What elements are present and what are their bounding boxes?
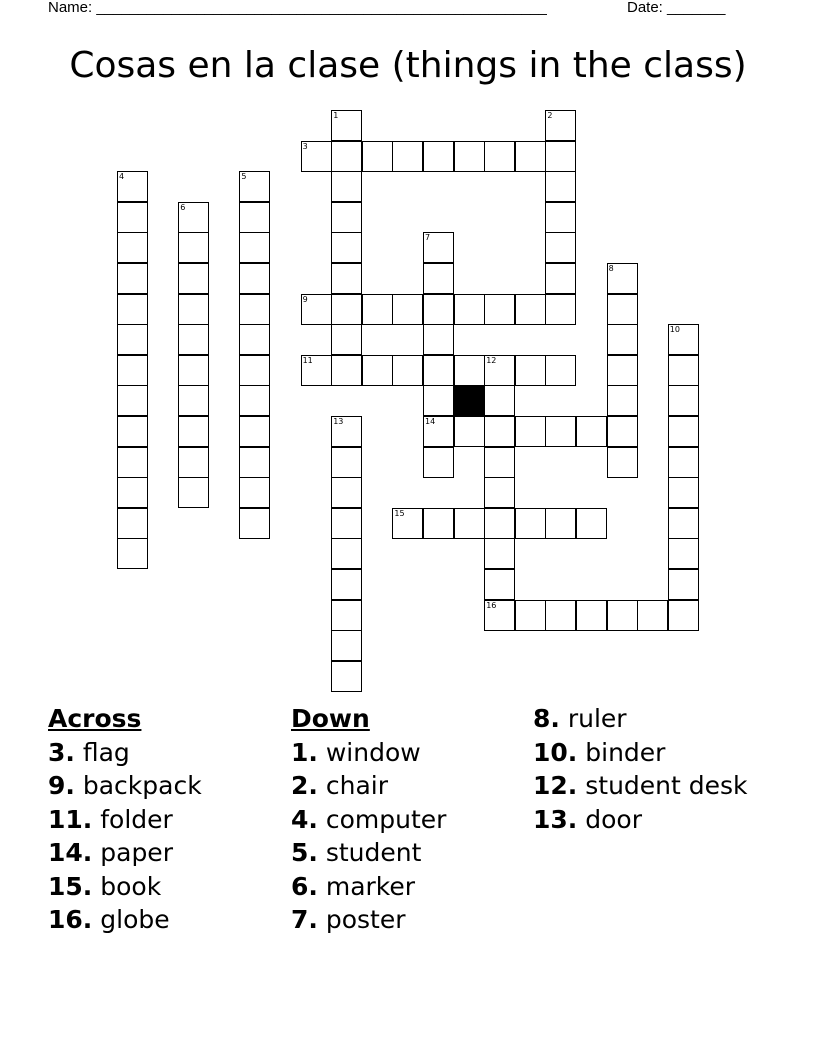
clue-text: student [325, 838, 422, 867]
grid-cell[interactable] [331, 538, 362, 569]
across-clue [48, 769, 202, 803]
down-clue [533, 736, 748, 770]
grid-cell[interactable] [239, 324, 270, 355]
grid-cell[interactable] [117, 416, 148, 447]
clue-number: 12. [533, 771, 578, 800]
clue-text: poster [325, 905, 406, 934]
grid-cell[interactable] [454, 141, 485, 172]
grid-cell[interactable] [362, 355, 393, 386]
clue-number-label: 5 [241, 172, 247, 182]
grid-cell[interactable] [178, 416, 209, 447]
clue-number: 9. [48, 771, 75, 800]
grid-cell[interactable] [178, 232, 209, 263]
grid-cell[interactable] [331, 294, 362, 325]
grid-cell[interactable] [484, 447, 515, 478]
clue-number: 8. [533, 704, 560, 733]
clue-number: 4. [291, 804, 318, 834]
grid-cell[interactable] [484, 508, 515, 539]
grid-cell[interactable] [515, 355, 546, 386]
grid-cell[interactable] [423, 355, 454, 386]
clue-number: 14. [48, 838, 93, 867]
grid-cell[interactable] [331, 141, 362, 172]
clue-number-label: 13 [333, 417, 344, 426]
grid-cell[interactable] [484, 416, 515, 447]
clue-number-label: 10 [669, 325, 680, 335]
clue-number: 10. [533, 737, 578, 767]
grid-cell[interactable] [423, 263, 454, 294]
grid-cell[interactable] [331, 416, 362, 447]
grid-cell[interactable] [668, 355, 699, 386]
grid-cell[interactable] [117, 508, 148, 539]
grid-cell[interactable] [545, 171, 576, 202]
clue-number-label: 2 [547, 111, 553, 120]
grid-cell[interactable] [607, 447, 638, 478]
grid-cell[interactable] [545, 600, 576, 631]
grid-cell[interactable] [117, 477, 148, 508]
grid-cell[interactable] [423, 508, 454, 539]
clue-column-2 [291, 702, 446, 937]
clue-text: marker [325, 871, 416, 901]
clue-number: 1. [291, 737, 318, 767]
clue-text: book [100, 871, 162, 901]
clue-text: student desk [585, 771, 748, 800]
clue-number-label: 7 [425, 233, 431, 243]
grid-cell[interactable] [607, 385, 638, 416]
clue-number: 16. [48, 905, 93, 934]
down-clue [291, 769, 446, 803]
clue-text: chair [325, 771, 388, 800]
date-field-label: Date: _______ [627, 0, 726, 16]
grid-cell[interactable] [484, 141, 515, 172]
grid-cell[interactable] [545, 110, 576, 141]
grid-cell[interactable] [117, 232, 148, 263]
grid-cell[interactable] [117, 538, 148, 569]
grid-cell[interactable] [301, 355, 332, 386]
clue-text: ruler [567, 704, 627, 733]
grid-cell[interactable] [117, 324, 148, 355]
clue-column-3 [533, 702, 748, 836]
grid-cell[interactable] [331, 447, 362, 478]
grid-cell[interactable] [423, 324, 454, 355]
clue-number-label: 3 [302, 141, 308, 151]
grid-cell[interactable] [668, 385, 699, 416]
grid-cell[interactable] [331, 324, 362, 355]
grid-cell[interactable] [239, 263, 270, 294]
clue-number-label: 12 [486, 355, 497, 365]
grid-cell[interactable] [178, 477, 209, 508]
grid-cell[interactable] [576, 508, 607, 539]
grid-cell[interactable] [239, 171, 270, 202]
grid-cell[interactable] [515, 294, 546, 325]
clue-number: 5. [291, 838, 318, 867]
grid-cell[interactable] [239, 508, 270, 539]
grid-cell[interactable] [178, 385, 209, 416]
down-clue [533, 769, 748, 803]
grid-cell[interactable] [607, 324, 638, 355]
grid-cell[interactable] [607, 600, 638, 631]
clue-number-label: 14 [425, 417, 436, 426]
grid-cell[interactable] [607, 294, 638, 325]
clue-number-label: 6 [180, 202, 186, 212]
grid-cell[interactable] [484, 538, 515, 569]
grid-cell[interactable] [331, 630, 362, 661]
grid-cell[interactable] [484, 477, 515, 508]
grid-cell[interactable] [454, 508, 485, 539]
grid-cell[interactable] [668, 447, 699, 478]
down-clue [291, 803, 446, 837]
grid-cell[interactable] [668, 416, 699, 447]
clue-number: 15. [48, 871, 93, 901]
clue-column-1 [48, 702, 202, 937]
clue-number-label: 8 [608, 264, 614, 273]
grid-cell[interactable] [239, 232, 270, 263]
clue-text: binder [585, 737, 666, 767]
grid-cell[interactable] [362, 141, 393, 172]
grid-cell[interactable] [392, 508, 423, 539]
across-clue [48, 736, 202, 770]
grid-cell[interactable] [362, 294, 393, 325]
down-clue [291, 736, 446, 770]
grid-cell[interactable] [484, 355, 515, 386]
across-clue [48, 870, 202, 904]
grid-cell[interactable] [331, 110, 362, 141]
grid-cell[interactable] [392, 141, 423, 172]
clue-number-label: 1 [333, 111, 339, 120]
grid-cell[interactable] [515, 508, 546, 539]
clue-number-label: 9 [302, 294, 308, 304]
grid-cell[interactable] [484, 385, 515, 416]
grid-cell[interactable] [331, 569, 362, 600]
grid-cell[interactable] [423, 294, 454, 325]
clue-text: paper [100, 838, 173, 867]
grid-cell[interactable] [607, 355, 638, 386]
grid-cell[interactable] [331, 355, 362, 386]
down-clue [533, 702, 748, 736]
clue-text: folder [100, 804, 173, 834]
grid-cell[interactable] [454, 355, 485, 386]
grid-cell[interactable] [545, 508, 576, 539]
grid-cell[interactable] [545, 355, 576, 386]
grid-cell[interactable] [392, 355, 423, 386]
down-clue [291, 870, 446, 904]
grid-cell[interactable] [423, 232, 454, 263]
clue-number: 13. [533, 804, 578, 834]
grid-cell[interactable] [545, 232, 576, 263]
grid-cell[interactable] [484, 600, 515, 631]
grid-cell[interactable] [117, 294, 148, 325]
grid-cell[interactable] [117, 202, 148, 233]
clue-text: globe [100, 905, 170, 934]
clue-number: 2. [291, 771, 318, 800]
grid-cell[interactable] [178, 202, 209, 233]
clue-number-label: 16 [486, 600, 497, 610]
down-clue [291, 903, 446, 937]
clue-number: 6. [291, 871, 318, 901]
grid-cell[interactable] [331, 600, 362, 631]
grid-cell[interactable] [331, 263, 362, 294]
grid-cell[interactable] [668, 569, 699, 600]
down-clue [533, 803, 748, 837]
grid-cell[interactable] [117, 171, 148, 202]
grid-cell[interactable] [239, 477, 270, 508]
down-clue [291, 836, 446, 870]
grid-cell[interactable] [576, 600, 607, 631]
clue-text: computer [325, 804, 447, 834]
clue-text: window [325, 737, 421, 767]
grid-cell[interactable] [668, 324, 699, 355]
grid-cell[interactable] [239, 202, 270, 233]
grid-cell[interactable] [331, 477, 362, 508]
grid-cell[interactable] [668, 508, 699, 539]
clue-text: door [585, 804, 642, 834]
grid-cell[interactable] [117, 385, 148, 416]
across-heading: Across [48, 704, 142, 733]
grid-cell[interactable] [668, 600, 699, 631]
grid-cell[interactable] [178, 447, 209, 478]
clue-number: 7. [291, 905, 318, 934]
clue-number: 11. [48, 804, 93, 834]
grid-cell[interactable] [117, 263, 148, 294]
grid-cell[interactable] [117, 447, 148, 478]
grid-cell[interactable] [239, 447, 270, 478]
grid-cell[interactable] [423, 416, 454, 447]
grid-cell[interactable] [423, 141, 454, 172]
grid-cell[interactable] [668, 477, 699, 508]
grid-cell[interactable] [545, 263, 576, 294]
grid-cell[interactable] [178, 324, 209, 355]
grid-cell[interactable] [545, 416, 576, 447]
grid-cell[interactable] [637, 600, 668, 631]
grid-cell[interactable] [515, 141, 546, 172]
grid-cell[interactable] [545, 202, 576, 233]
clue-number-label: 4 [119, 172, 125, 182]
grid-cell[interactable] [576, 416, 607, 447]
grid-cell[interactable] [239, 355, 270, 386]
grid-cell[interactable] [423, 385, 454, 416]
grid-cell[interactable] [423, 447, 454, 478]
grid-cell[interactable] [239, 385, 270, 416]
across-clue [48, 836, 202, 870]
grid-cell[interactable] [515, 600, 546, 631]
grid-cell[interactable] [301, 294, 332, 325]
clue-number-label: 15 [394, 508, 405, 518]
grid-cell[interactable] [301, 141, 332, 172]
grid-cell[interactable] [484, 569, 515, 600]
clue-number-label: 11 [302, 355, 313, 365]
grid-cell[interactable] [331, 202, 362, 233]
grid-cell[interactable] [392, 294, 423, 325]
grid-cell[interactable] [607, 263, 638, 294]
grid-cell[interactable] [331, 508, 362, 539]
grid-cell[interactable] [454, 416, 485, 447]
across-clue [48, 803, 202, 837]
grid-cell[interactable] [239, 294, 270, 325]
grid-cell[interactable] [178, 355, 209, 386]
grid-cell[interactable] [331, 171, 362, 202]
grid-cell[interactable] [239, 416, 270, 447]
grid-cell[interactable] [117, 355, 148, 386]
grid-cell[interactable] [331, 661, 362, 692]
grid-cell[interactable] [545, 141, 576, 172]
page-title: Cosas en la clase (things in the class) [69, 45, 747, 86]
down-heading: Down [291, 704, 370, 733]
grid-cell[interactable] [331, 232, 362, 263]
grid-cell[interactable] [545, 294, 576, 325]
across-clue [48, 903, 202, 937]
grid-cell[interactable] [515, 416, 546, 447]
black-cell [454, 385, 485, 416]
grid-cell[interactable] [454, 294, 485, 325]
grid-cell[interactable] [178, 263, 209, 294]
grid-cell[interactable] [607, 416, 638, 447]
name-field-label: Name: ______________________________________________________ [48, 0, 547, 16]
clue-text: flag [82, 737, 130, 767]
clue-number: 3. [48, 737, 75, 767]
grid-cell[interactable] [178, 294, 209, 325]
grid-cell[interactable] [484, 294, 515, 325]
clue-text: backpack [82, 771, 202, 800]
grid-cell[interactable] [668, 538, 699, 569]
